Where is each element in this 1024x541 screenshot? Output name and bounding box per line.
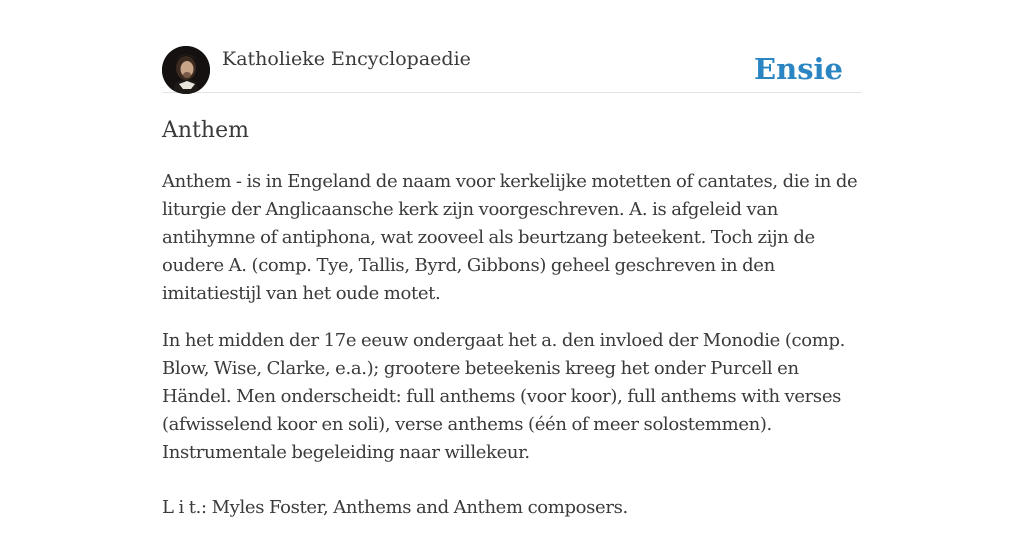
article-title: Anthem <box>162 118 249 143</box>
portrait-avatar-icon <box>162 46 210 94</box>
source-name[interactable]: Katholieke Encyclopaedie <box>222 48 471 70</box>
article-paragraph: In het midden der 17e eeuw ondergaat het a. den invloed der Monodie (comp. Blow, Wise, Clarke, e.a.); grootere beteekenis kreeg het onder Purcell en Händel. Men onderscheidt: full anthems (voor koor), full anthems with verses (afwisselend koor en soli), verse anthems (één of meer solostemmen). Instrumentale begeleiding naar willekeur. <box>162 330 845 463</box>
article-page <box>162 0 862 518</box>
article-paragraph: Anthem - is in Engeland de naam voor kerkelijke motetten of cantates, die in de liturgie der Anglicaansche kerk zijn voorgeschreven. A. is afgeleid van antihymne of antiphona, wat zooveel als beurtzang beteekent. Toch zijn de oudere A. (comp. Tye, Tallis, Byrd, Gibbons) geheel geschreven in den imitatiestijl van het oude motet. <box>162 171 858 304</box>
brand-logo[interactable]: Ensie <box>754 52 843 86</box>
article-body <box>162 168 866 541</box>
literature-reference: L i t.: Myles Foster, Anthems and Anthem composers. <box>162 497 628 518</box>
article-header <box>162 46 862 93</box>
source-avatar[interactable] <box>162 46 210 94</box>
